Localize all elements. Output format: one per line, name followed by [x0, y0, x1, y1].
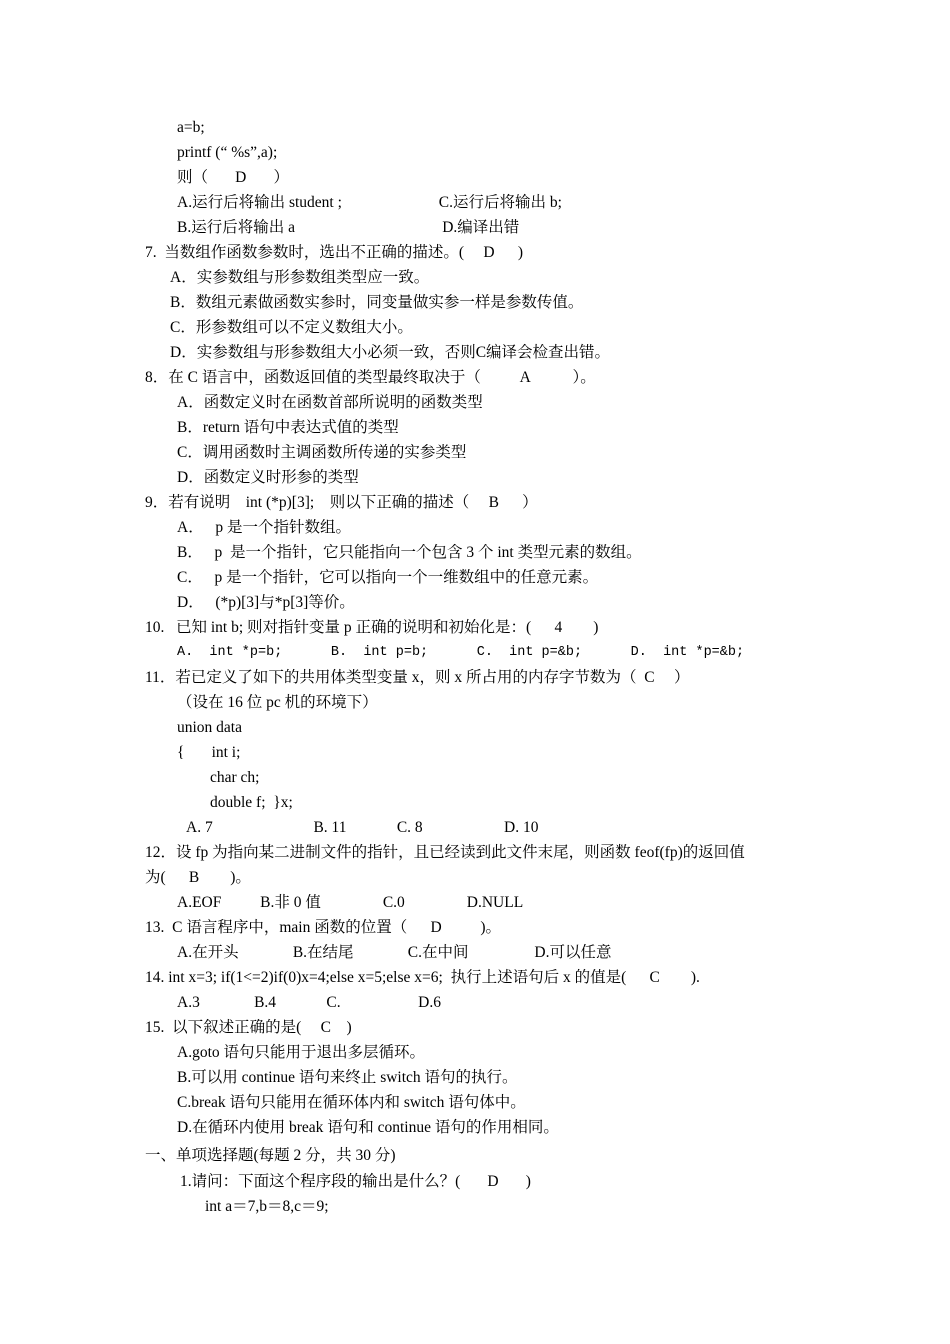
question-13: 13. C 语言程序中，main 函数的位置（ D )。 — [145, 919, 502, 936]
option-line: B． p 是一个指针，它只能指向一个包含 3 个 int 类型元素的数组。 — [177, 544, 642, 561]
question-10: 10. 已知 int b; 则对指针变量 p 正确的说明和初始化是：( 4 ) — [145, 619, 599, 636]
question-11: 11．若已定义了如下的共用体类型变量 x，则 x 所占用的内存字节数为（ C ） — [145, 669, 690, 686]
option-line: C．调用函数时主调函数所传递的实参类型 — [177, 444, 467, 461]
question-7: 7. 当数组作函数参数时，选出不正确的描述。( D ) — [145, 244, 524, 261]
code-line: { int i; — [177, 744, 241, 761]
option-line: D．函数定义时形参的类型 — [177, 469, 359, 486]
option-line: B．数组元素做函数实参时，同变量做实参一样是参数传值。 — [170, 294, 584, 311]
option-line: A.在开头 B.在结尾 C.在中间 D.可以任意 — [177, 944, 612, 961]
code-line: printf (“ %s”,a); — [177, 144, 278, 161]
option-line: B.运行后将输出 a D.编译出错 — [177, 219, 520, 236]
option-line: A.goto 语句只能用于退出多层循环。 — [177, 1044, 426, 1061]
option-line: A．实参数组与形参数组类型应一致。 — [170, 269, 430, 286]
option-line: D.在循环内使用 break 语句和 continue 语句的作用相同。 — [177, 1119, 559, 1136]
option-line: A.3 B.4 C. D.6 — [177, 994, 441, 1011]
code-line: char ch; — [210, 769, 260, 786]
option-line: A. int *p=b; B. int p=b; C. int p=&b; D. int *p=&b; — [177, 645, 745, 660]
question-12: 12．设 fp 为指向某二进制文件的指针，且已经读到此文件末尾，则函数 feof(fp)的返回值 — [145, 844, 745, 861]
code-line: int a＝7,b＝8,c＝9; — [205, 1198, 329, 1215]
option-line: C． p 是一个指针，它可以指向一个一维数组中的任意元素。 — [177, 569, 599, 586]
question-14: 14. int x=3; if(1<=2)if(0)x=4;else x=5;else x=6; 执行上述语句后 x 的值是( C ). — [145, 969, 700, 986]
question-12-cont: 为( B )。 — [145, 869, 251, 886]
section-heading: 一、单项选择题(每题 2 分，共 30 分) — [145, 1147, 396, 1164]
option-line: A.EOF B.非 0 值 C.0 D.NULL — [177, 894, 524, 911]
question-1: 1.请问：下面这个程序段的输出是什么？( D ) — [180, 1173, 531, 1190]
question-9: 9．若有说明 int (*p)[3]; 则以下正确的描述（ B ） — [145, 494, 538, 511]
option-line: A. 7 B. 11 C. 8 D. 10 — [186, 819, 539, 836]
code-line: double f; }x; — [210, 794, 293, 811]
option-line: A． p 是一个指针数组。 — [177, 519, 351, 536]
option-line: D．实参数组与形参数组大小必须一致，否则C编译会检查出错。 — [170, 344, 611, 361]
option-line: A．函数定义时在函数首部所说明的函数类型 — [177, 394, 483, 411]
option-line: B.可以用 continue 语句来终止 switch 语句的执行。 — [177, 1069, 518, 1086]
option-line: C．形参数组可以不定义数组大小。 — [170, 319, 413, 336]
answer-line: 则（ D ） — [177, 169, 289, 186]
question-8: 8．在 C 语言中，函数返回值的类型最终取决于（ A ）。 — [145, 369, 596, 386]
option-line: C.break 语句只能用在循环体内和 switch 语句体中。 — [177, 1094, 526, 1111]
option-line: B．return 语句中表达式值的类型 — [177, 419, 399, 436]
option-line: A.运行后将输出 student ; C.运行后将输出 b; — [177, 194, 562, 211]
code-line: union data — [177, 719, 242, 736]
note-line: （设在 16 位 pc 机的环境下） — [177, 694, 378, 711]
code-line: a=b; — [177, 119, 205, 136]
question-15: 15. 以下叙述正确的是( C ) — [145, 1019, 352, 1036]
option-line: D． (*p)[3]与*p[3]等价。 — [177, 594, 355, 611]
